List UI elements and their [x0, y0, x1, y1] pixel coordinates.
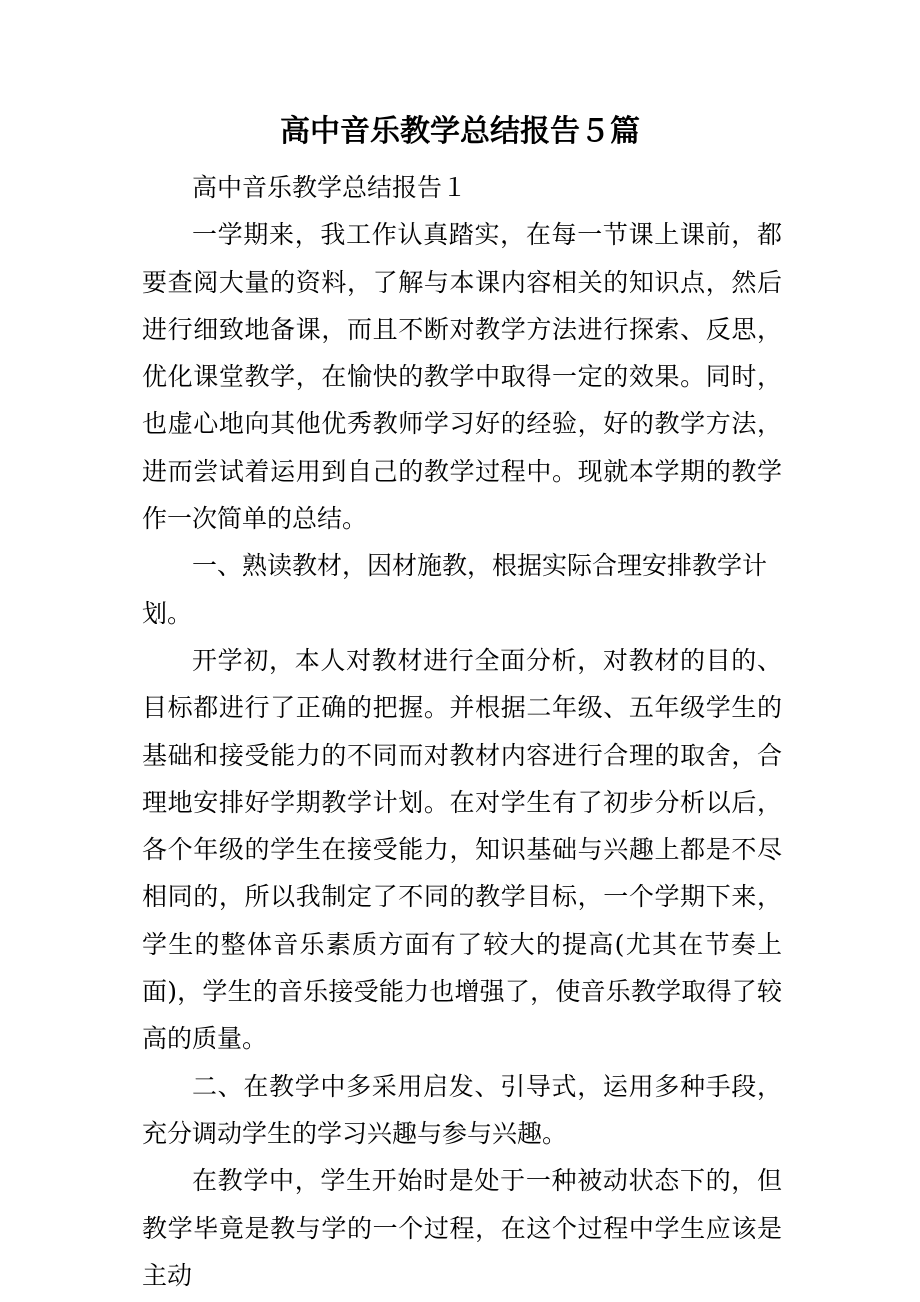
- section-heading-two: 二、在教学中多采用启发、引导式，运用多种手段，充分调动学生的学习兴趣与参与兴趣。: [142, 1071, 782, 1148]
- document-body: [142, 164, 782, 1299]
- section-heading-one: 一、熟读教材，因材施教，根据实际合理安排教学计划。: [142, 551, 768, 628]
- paragraph-section-two: 在教学中，学生开始时是处于一种被动状态下的，但教学毕竟是教与学的一个过程，在这个过程中学生应该是主动: [142, 1166, 782, 1290]
- document-title: 高中音乐教学总结报告５篇: [280, 114, 640, 149]
- paragraph-section-one: 开学初，本人对教材进行全面分析，对教材的目的、目标都进行了正确的把握。并根据二年级、五年级学生的基础和接受能力的不同而对教材内容进行合理的取舍，合理地安排好学期教学计划。在对学生有了初步分析以后，各个年级的学生在接受能力，知识基础与兴趣上都是不尽相同的，所以我制定了不同的教学目标，一个学期下来，学生的整体音乐素质方面有了较大的提高(尤其在节奏上面)，学生的音乐接受能力也增强了，使音乐教学取得了较高的质量。: [142, 645, 782, 1054]
- paragraph-intro: 一学期来，我工作认真踏实，在每一节课上课前，都要查阅大量的资料，了解与本课内容相关的知识点，然后进行细致地备课，而且不断对教学方法进行探索、反思，优化课堂教学，在愉快的教学中取得一定的效果。同时，也虚心地向其他优秀教师学习好的经验，好的教学方法，进而尝试着运用到自己的教学过程中。现就本学期的教学作一次简单的总结。: [142, 220, 782, 534]
- section-heading-report-1: 高中音乐教学总结报告１: [192, 173, 468, 202]
